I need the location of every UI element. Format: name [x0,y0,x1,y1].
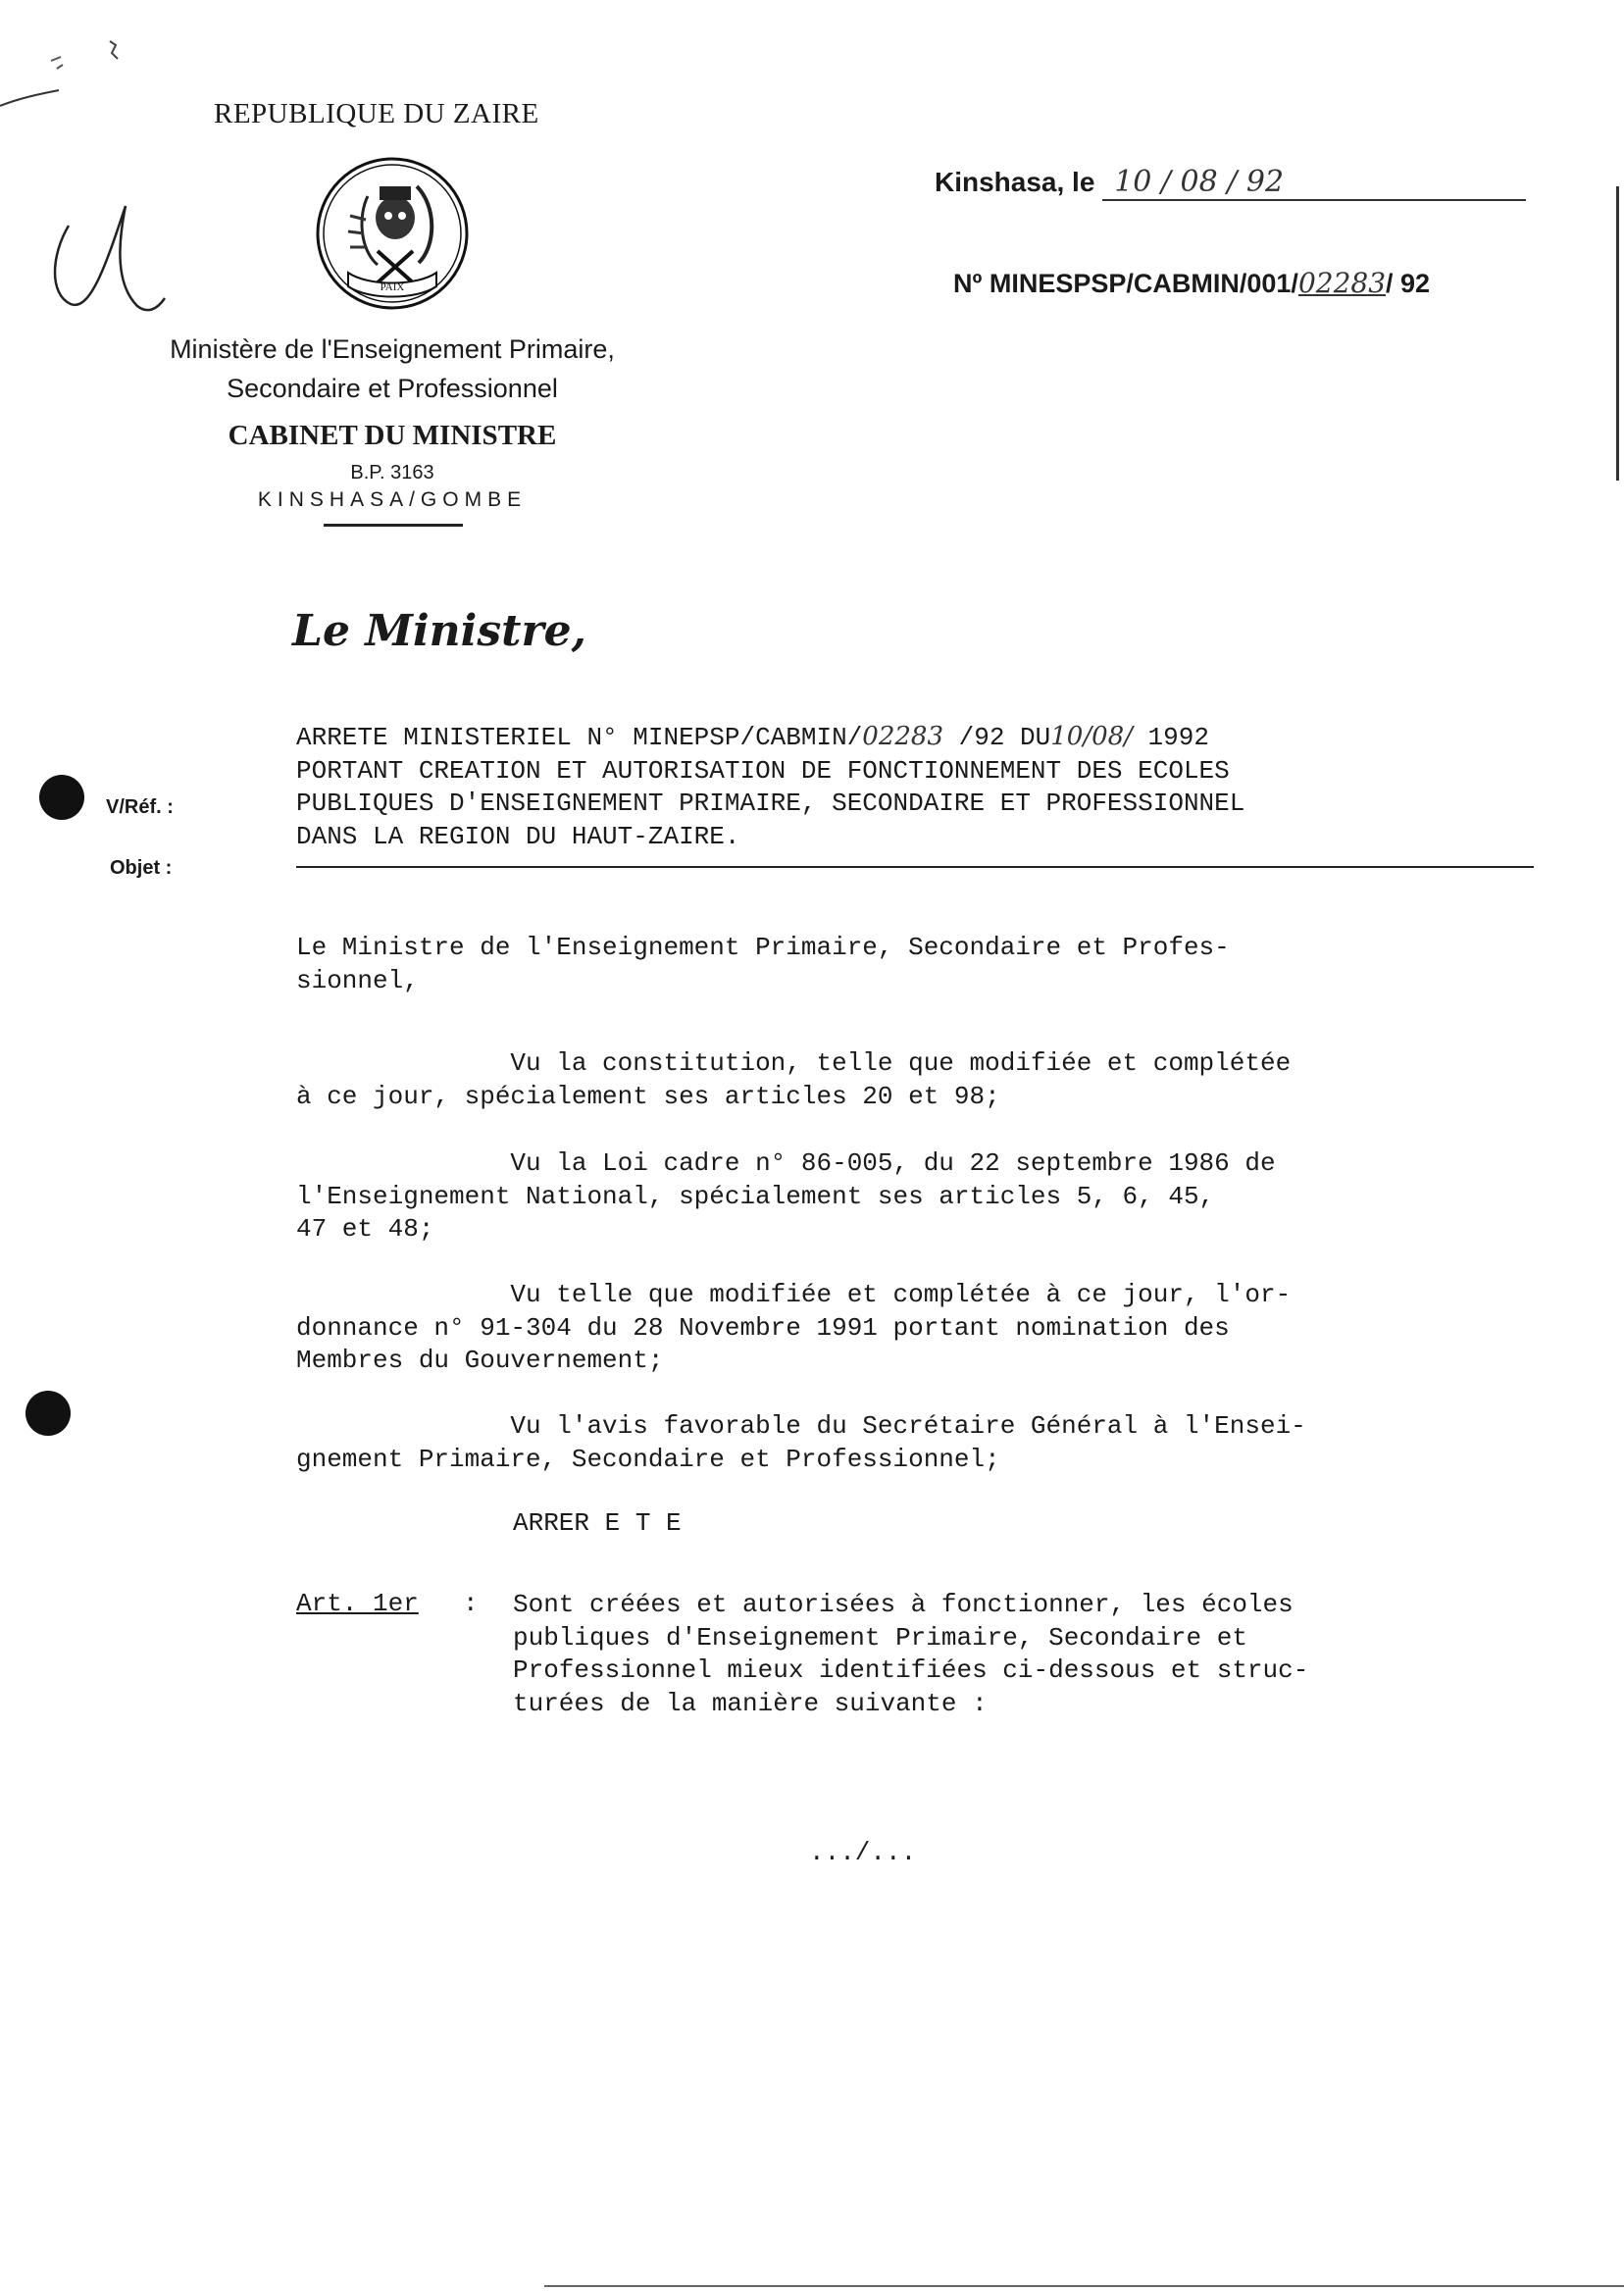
punch-hole-mark [39,775,84,820]
decree-handwritten-ref: 02283 [862,722,944,751]
ministry-address-block [98,330,686,512]
ministry-name-line1: Ministère de l'Enseignement Primaire, [170,334,615,364]
address-underline [324,524,463,527]
handwritten-initial-mark [0,0,255,333]
cabinet-heading: CABINET DU MINISTRE [228,420,557,451]
arrete-heading: ARRER E T E [513,1508,682,1538]
considerant-avis: Vu l'avis favorable du Secrétaire Général à l'Ensei- gnement Primaire, Secondaire et Professionnel; [296,1411,1306,1474]
reference-number [953,267,1430,299]
decree-line1-c: 1992 [1132,723,1209,752]
decree-handwritten-date: 10/08/ [1050,722,1133,751]
decree-line1-b: /92 DU [943,723,1051,752]
considerant-loi-cadre: Vu la Loi cadre n° 86-005, du 22 septembre 1986 de l'Enseignement National, spécialement ses articles 5, 6, 45, 47 et 48; [296,1148,1276,1244]
considerant-ordonnance: Vu telle que modifiée et complétée à ce jour, l'or- donnance n° 91-304 du 28 Novembre 1991 portant nomination des Membres du Gouvernement; [296,1280,1292,1375]
article-1-text: Sont créées et autorisées à fonctionner, les écoles publiques d'Enseignement Primaire, Secondaire et Professionnel mieux identifiées ci-dessous et struc- turées de la manière suivante : [513,1590,1309,1718]
republic-heading: REPUBLIQUE DU ZAIRE [214,98,539,129]
decree-subject [296,721,1244,853]
minister-title: Le Ministre, [292,606,586,656]
vref-label: V/Réf. : [106,796,174,818]
article-separator: : [463,1589,479,1618]
preamble-paragraph: Le Ministre de l'Enseignement Primaire, Secondaire et Profes- sionnel, [296,933,1230,995]
decree-subject-lines: PORTANT CREATION ET AUTORISATION DE FONCTIONNEMENT DES ECOLES PUBLIQUES D'ENSEIGNEMENT PRIMAIRE, SECONDAIRE ET PROFESSIONNEL DANS LA REGION DU HAUT-ZAIRE. [296,755,1245,851]
page-bottom-rule [544,2285,1624,2287]
ref-suffix: / 92 [1386,269,1431,298]
city-line: KINSHASA/GOMBE [257,488,528,511]
po-box: B.P. 3163 [350,462,434,484]
ministry-name-line2: Secondaire et Professionnel [227,374,558,403]
emblem-motto: PAIX [380,281,405,293]
handwritten-date: 10 / 08 / 92 [1102,165,1526,201]
decree-line1-a: ARRETE MINISTERIEL N° MINEPSP/CABMIN/ [296,723,863,752]
page-continuation-mark: .../... [809,1838,917,1867]
objet-label: Objet : [110,857,173,879]
subject-rule [296,866,1534,868]
place-and-date [935,165,1526,201]
ref-prefix: Nº MINESPSP/CABMIN/001/ [953,269,1298,298]
considerant-constitution: Vu la constitution, telle que modifiée et complétée à ce jour, spécialement ses articles 20 et 98; [296,1048,1292,1111]
ref-handwritten-number: 02283 [1297,267,1387,299]
page-edge-mark [1616,186,1619,481]
article-1-label: Art. 1er [296,1589,419,1618]
coat-of-arms-emblem [309,157,476,319]
place-prefix: Kinshasa, le [935,167,1095,197]
punch-hole-mark [25,1391,71,1436]
